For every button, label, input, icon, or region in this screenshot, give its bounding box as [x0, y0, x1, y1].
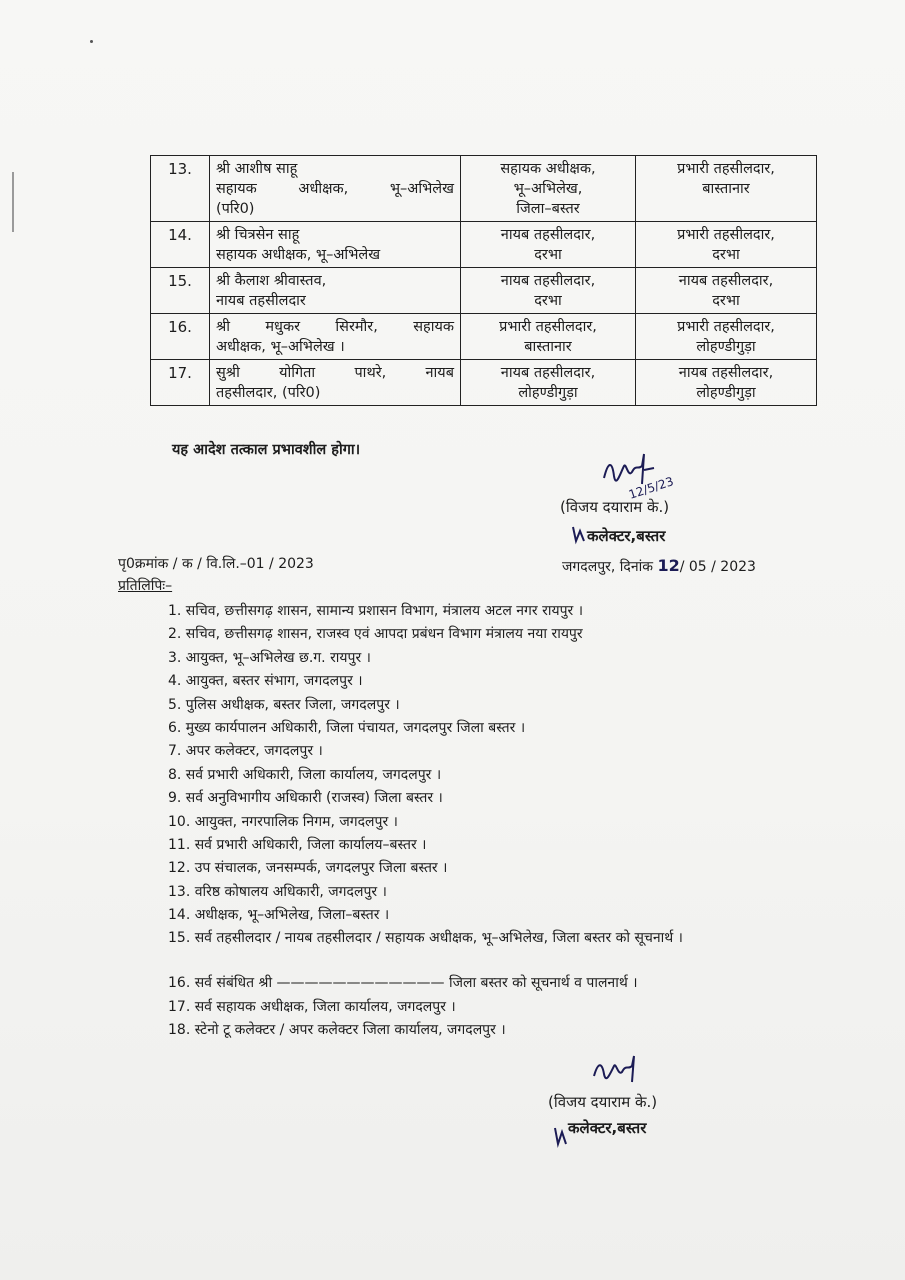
new-post: [636, 268, 817, 314]
officer-name-line: सुश्री योगिता पाथरे, नायब: [216, 365, 454, 381]
officer-name-line: श्री आशीष साहू: [216, 161, 298, 177]
current-post-line: नायब तहसीलदार,: [500, 273, 596, 289]
table-row: [151, 268, 817, 314]
current-post: [461, 314, 636, 360]
new-post-line: लोहण्डीगुड़ा: [696, 339, 756, 355]
endorsement-ref: पृ0क्रमांक / क / वि.लि.–01 / 2023: [118, 556, 314, 572]
new-post: [636, 222, 817, 268]
signature-scribble-2: [588, 1054, 658, 1094]
copy-list: [168, 600, 818, 1043]
date-month-year: / 05 / 2023: [679, 559, 756, 575]
copy-recipient: 2. सचिव, छत्तीसगढ़ शासन, राजस्व एवं आपदा प्रबंधन विभाग मंत्रालय नया रायपुर: [168, 626, 583, 643]
copy-recipient: 4. आयुक्त, बस्तर संभाग, जगदलपुर ।: [168, 673, 363, 690]
new-post-line: लोहण्डीगुड़ा: [696, 385, 756, 401]
new-post: [636, 314, 817, 360]
copy-recipient: 12. उप संचालक, जनसम्पर्क, जगदलपुर जिला बस्तर ।: [168, 860, 448, 877]
table-row: [151, 360, 817, 406]
current-post-line: दरभा: [534, 247, 562, 263]
serial-number: 16.: [151, 314, 210, 360]
table-row: [151, 222, 817, 268]
scan-speck: [90, 40, 93, 43]
new-post-line: नायब तहसीलदार,: [678, 273, 774, 289]
officer-name-line: सहायक अधीक्षक, भू–अभिलेख: [216, 181, 454, 197]
current-post: [461, 222, 636, 268]
current-post-line: नायब तहसीलदार,: [500, 227, 596, 243]
copy-recipient: 8. सर्व प्रभारी अधिकारी, जिला कार्यालय, जगदलपुर ।: [168, 766, 442, 783]
officer-name: [210, 360, 461, 406]
current-post-line: दरभा: [534, 293, 562, 309]
new-post: [636, 156, 817, 222]
initial-mark-1: [570, 523, 588, 545]
order-note: यह आदेश तत्काल प्रभावशील होगा।: [172, 442, 361, 458]
copy-recipient: 15. सर्व तहसीलदार / नायब तहसीलदार / सहायक अधीक्षक, भू–अभिलेख, जिला बस्तर को सूचनार्थ ।: [168, 930, 683, 947]
copy-heading: प्रतिलिपिः–: [118, 578, 173, 594]
endorsement-date: [562, 556, 756, 577]
current-post-line: सहायक अधीक्षक,: [500, 161, 596, 177]
date-day: 12: [657, 556, 680, 575]
current-post: [461, 156, 636, 222]
copy-recipient: 11. सर्व प्रभारी अधिकारी, जिला कार्यालय–बस्तर ।: [168, 836, 427, 853]
officer-name: [210, 268, 461, 314]
copy-recipient: 10. आयुक्त, नगरपालिक निगम, जगदलपुर ।: [168, 813, 398, 830]
current-post: [461, 360, 636, 406]
signatory-name-2: (विजय दयाराम के.): [548, 1093, 658, 1111]
new-post-line: प्रभारी तहसीलदार,: [677, 319, 775, 335]
new-post-line: दरभा: [712, 247, 740, 263]
current-post-line: बास्तानार: [524, 339, 572, 355]
serial-number: 14.: [151, 222, 210, 268]
new-post-line: नायब तहसीलदार,: [678, 365, 774, 381]
serial-number: 13.: [151, 156, 210, 222]
copy-recipient: 3. आयुक्त, भू–अभिलेख छ.ग. रायपुर ।: [168, 649, 371, 666]
current-post-line: नायब तहसीलदार,: [500, 365, 596, 381]
copy-recipient: 18. स्टेनो टू कलेक्टर / अपर कलेक्टर जिला कार्यालय, जगदलपुर ।: [168, 1022, 506, 1039]
current-post-line: प्रभारी तहसीलदार,: [499, 319, 597, 335]
copy-recipient: 7. अपर कलेक्टर, जगदलपुर ।: [168, 743, 323, 760]
copy-recipient: 14. अधीक्षक, भू–अभिलेख, जिला–बस्तर ।: [168, 907, 390, 924]
officer-name-line: श्री मधुकर सिरमौर, सहायक: [216, 319, 454, 335]
table-row: [151, 314, 817, 360]
copy-recipient: 9. सर्व अनुविभागीय अधिकारी (राजस्व) जिला बस्तर ।: [168, 790, 443, 807]
officer-name-line: श्री कैलाश श्रीवास्तव,: [216, 273, 327, 289]
current-post-line: लोहण्डीगुड़ा: [518, 385, 578, 401]
current-post: [461, 268, 636, 314]
signatory-designation-2: कलेक्टर,बस्तर: [568, 1119, 647, 1137]
officer-name: [210, 156, 461, 222]
new-post-line: प्रभारी तहसीलदार,: [677, 161, 775, 177]
new-post-line: बास्तानार: [702, 181, 750, 197]
officer-name-line: सहायक अधीक्षक, भू–अभिलेख: [216, 247, 381, 263]
current-post-line: भू–अभिलेख,: [513, 181, 583, 197]
new-post-line: दरभा: [712, 293, 740, 309]
copy-recipient: 17. सर्व सहायक अधीक्षक, जिला कार्यालय, जगदलपुर ।: [168, 998, 456, 1015]
officer-name-line: नायब तहसीलदार: [216, 293, 306, 309]
officer-name-line: श्री चित्रसेन साहू: [216, 227, 300, 243]
initial-mark-2: [552, 1122, 570, 1148]
copy-recipient: 1. सचिव, छत्तीसगढ़ शासन, सामान्य प्रशासन विभाग, मंत्रालय अटल नगर रायपुर ।: [168, 603, 584, 619]
table-row: [151, 156, 817, 222]
copy-recipient: 5. पुलिस अधीक्षक, बस्तर जिला, जगदलपुर ।: [168, 696, 400, 713]
officer-name-line: अधीक्षक, भू–अभिलेख ।: [216, 339, 345, 355]
transfer-table: [150, 155, 817, 406]
copy-recipient: 16. सर्व संबंधित श्री ———————————— जिला बस्तर को सूचनार्थ व पालनार्थ ।: [168, 975, 638, 992]
copy-recipient: 13. वरिष्ठ कोषालय अधिकारी, जगदलपुर ।: [168, 883, 387, 900]
signatory-designation-1: कलेक्टर,बस्तर: [587, 527, 666, 545]
officer-name-line: (परि0): [216, 201, 255, 217]
officer-name-line: तहसीलदार, (परि0): [216, 385, 321, 401]
place-date-prefix: जगदलपुर, दिनांक: [562, 559, 653, 575]
new-post: [636, 360, 817, 406]
serial-number: 15.: [151, 268, 210, 314]
serial-number: 17.: [151, 360, 210, 406]
copy-recipient: 6. मुख्य कार्यपालन अधिकारी, जिला पंचायत, जगदलपुर जिला बस्तर ।: [168, 719, 526, 736]
scan-edge-mark: [12, 172, 14, 232]
officer-name: [210, 314, 461, 360]
new-post-line: प्रभारी तहसीलदार,: [677, 227, 775, 243]
signatory-name-1: (विजय दयाराम के.): [560, 498, 670, 516]
signature-date: 12/5/23: [626, 474, 676, 502]
current-post-line: जिला–बस्तर: [516, 201, 580, 217]
officer-name: [210, 222, 461, 268]
